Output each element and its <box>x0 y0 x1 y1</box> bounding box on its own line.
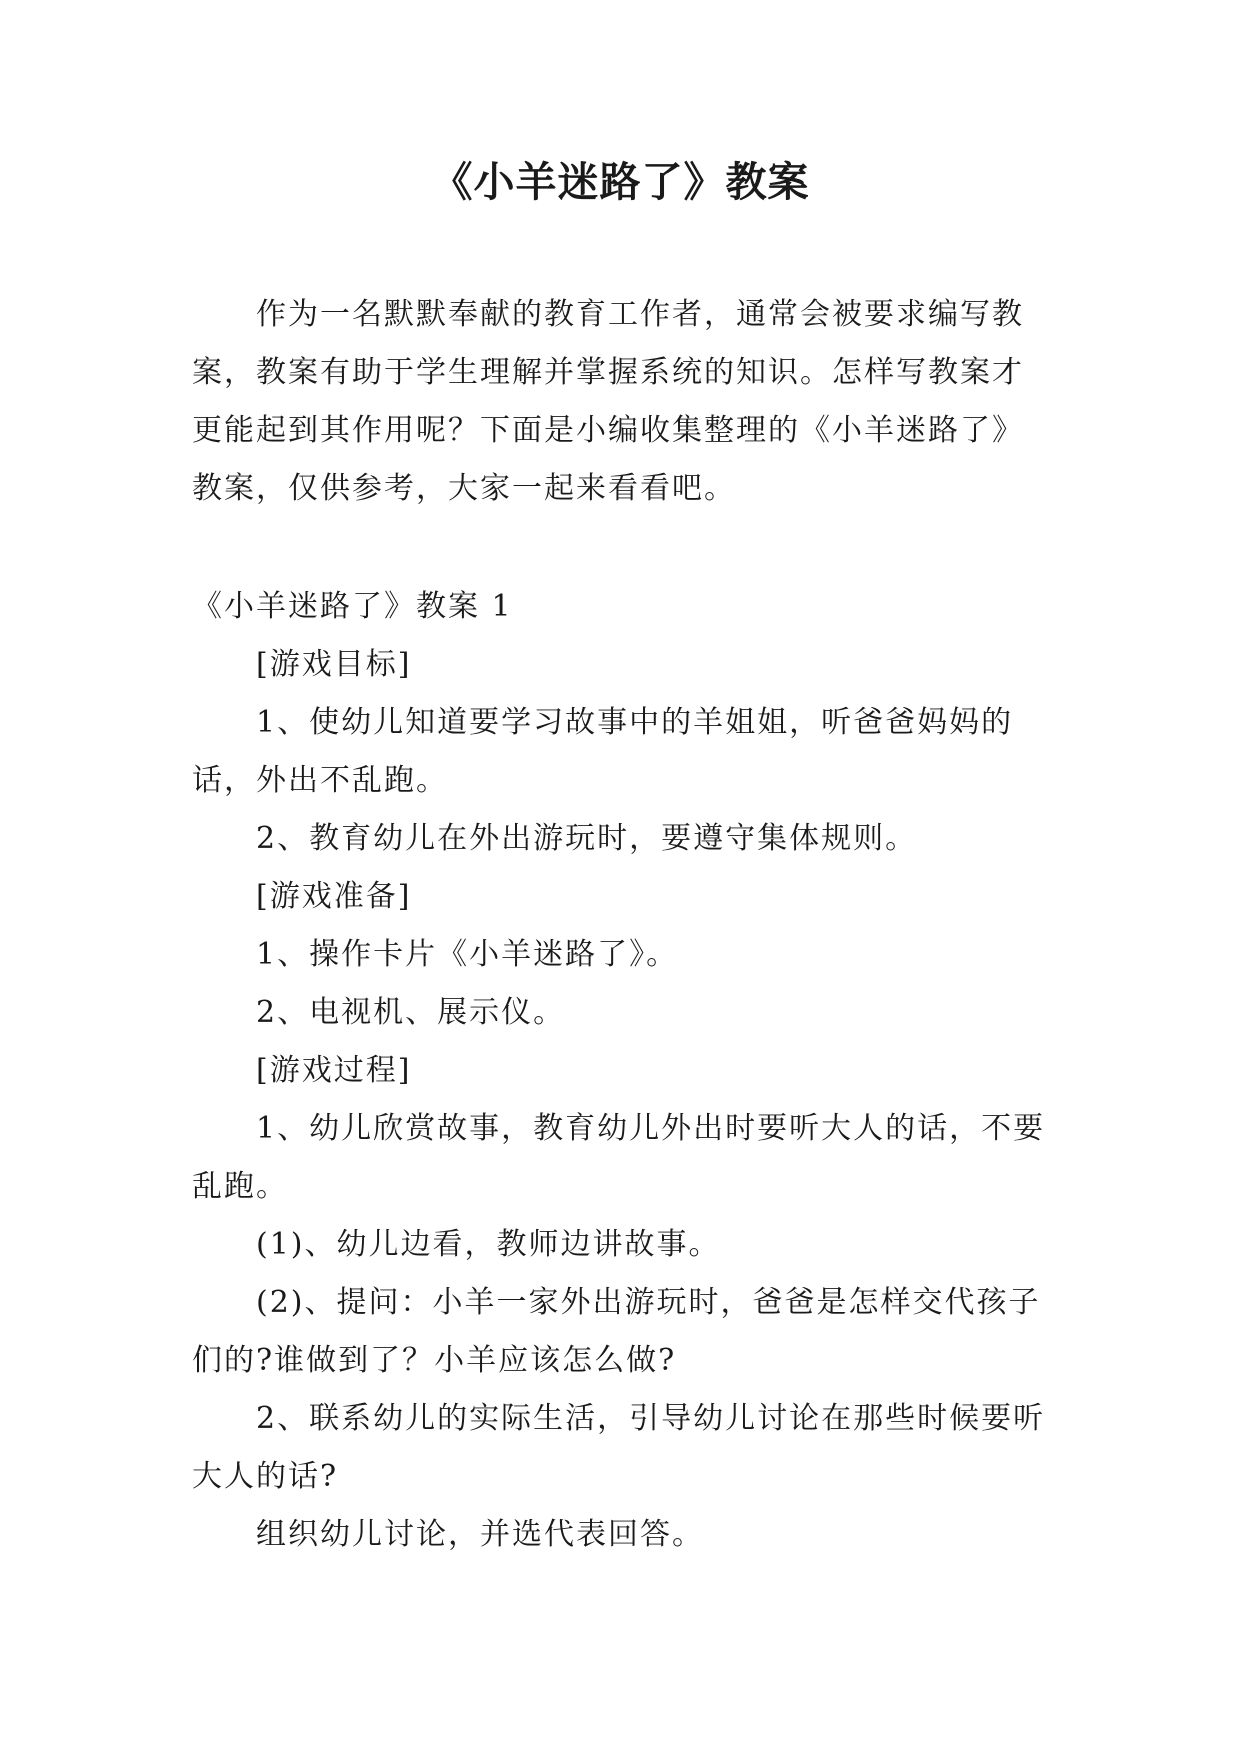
goal-item-1: 1、使幼儿知道要学习故事中的羊姐姐，听爸爸妈妈的话，外出不乱跑。 <box>192 705 1014 798</box>
discussion-instruction: 组织幼儿讨论，并选代表回答。 <box>256 1517 704 1552</box>
game-goals-label: [游戏目标] <box>256 647 412 682</box>
page-title: 《小羊迷路了》教案 <box>431 158 810 206</box>
game-process-label: [游戏过程] <box>256 1053 412 1088</box>
intro-section <box>192 286 1052 518</box>
lesson-plan-section <box>192 578 1052 1564</box>
preparation-item-2: 2、电视机、展示仪。 <box>256 995 566 1030</box>
game-preparation-label: [游戏准备] <box>256 879 412 914</box>
process-item-2: 2、联系幼儿的实际生活，引导幼儿讨论在那些时候要听大人的话? <box>192 1401 1046 1494</box>
preparation-item-1: 1、操作卡片《小羊迷路了》。 <box>256 937 679 972</box>
intro-paragraph: 作为一名默默奉献的教育工作者，通常会被要求编写教案，教案有助于学生理解并掌握系统的知识。怎样写教案才更能起到其作用呢？下面是小编收集整理的《小羊迷路了》教案，仅供参考，大家一起来看看吧。 <box>192 297 1024 506</box>
process-subitem-2: (2)、提问：小羊一家外出游玩时，爸爸是怎样交代孩子们的?谁做到了？小羊应该怎么做? <box>192 1285 1041 1378</box>
process-subitem-1: (1)、幼儿边看，教师边讲故事。 <box>256 1227 721 1262</box>
process-item-1: 1、幼儿欣赏故事，教育幼儿外出时要听大人的话，不要乱跑。 <box>192 1111 1046 1204</box>
goal-item-2: 2、教育幼儿在外出游玩时，要遵守集体规则。 <box>256 821 918 856</box>
section-heading: 《小羊迷路了》教案 1 <box>192 589 513 624</box>
